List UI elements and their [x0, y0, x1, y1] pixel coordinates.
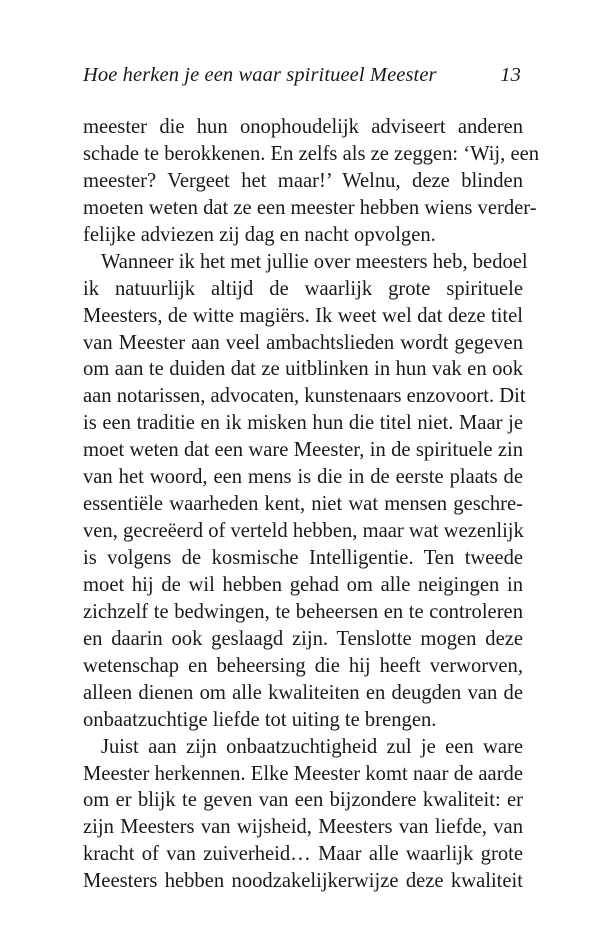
- text-line: alleen dienen om alle kwaliteiten en deugden van de: [83, 681, 523, 704]
- text-line: aan notarissen, advocaten, kunstenaars enzovoort. Dit: [83, 385, 526, 408]
- running-title: Hoe herken je een waar spiritueel Meester: [83, 64, 437, 86]
- book-page: [83, 64, 540, 895]
- text-line: onbaatzuchtige liefde tot uiting te brengen.: [83, 708, 437, 731]
- text-line: Meesters, de witte magiërs. Ik weet wel dat deze titel: [83, 304, 523, 327]
- text-line: om er blijk te geven van een bijzondere kwaliteit: er: [83, 789, 523, 812]
- text-line: ik natuurlijk altijd de waarlijk grote spirituele: [83, 277, 523, 300]
- text-line: zijn Meesters van wijsheid, Meesters van liefde, van: [83, 816, 523, 839]
- text-line: is volgens de kosmische Intelligentie. Ten tweede: [83, 547, 523, 569]
- text-line: moet hij de wil hebben gehad om alle neigingen in: [83, 573, 523, 596]
- text-line: meester? Vergeet het maar!’ Welnu, deze blinden: [83, 169, 523, 192]
- text-line: moeten weten dat ze een meester hebben wiens verder-: [83, 196, 537, 219]
- running-header: [83, 64, 523, 96]
- text-line: van Meester aan veel ambachtslieden wordt gegeven: [83, 331, 523, 354]
- text-line: wetenschap en beheersing die hij heeft verworven,: [83, 654, 523, 677]
- text-line: Juist aan zijn onbaatzuchtigheid zul je een ware: [101, 735, 523, 758]
- text-line: essentiële waarheden kent, niet wat mensen geschre-: [83, 493, 523, 516]
- text-line: ven, gecreëerd of verteld hebben, maar wat wezenlijk: [83, 520, 524, 543]
- text-line: moet weten dat een ware Meester, in de spirituele zin: [83, 439, 523, 462]
- text-line: Meester herkennen. Elke Meester komt naar de aarde: [83, 762, 523, 785]
- text-line: schade te berokkenen. En zelfs als ze zeggen: ‘Wij, een: [83, 142, 540, 165]
- text-line: zichzelf te bedwingen, te beheersen en te controleren: [83, 600, 523, 623]
- text-line: is een traditie en ik misken hun die titel niet. Maar je: [83, 412, 523, 435]
- text-line: en daarin ook geslaagd zijn. Tenslotte mogen deze: [83, 627, 523, 650]
- body-text: [83, 114, 540, 895]
- text-line: kracht of van zuiverheid… Maar alle waarlijk grote: [83, 843, 523, 866]
- page-number: 13: [500, 64, 521, 86]
- text-line: Wanneer ik het met jullie over meesters heb, bedoel: [101, 250, 528, 273]
- text-line: meester die hun onophoudelijk adviseert anderen: [83, 116, 523, 138]
- text-line: van het woord, een mens is die in de eerste plaats de: [83, 466, 523, 489]
- text-line: Meesters hebben noodzakelijkerwijze deze kwaliteit: [83, 870, 523, 893]
- text-line: felijke adviezen zij dag en nacht opvolgen.: [83, 223, 436, 246]
- text-line: om aan te duiden dat ze uitblinken in hun vak en ook: [83, 358, 523, 381]
